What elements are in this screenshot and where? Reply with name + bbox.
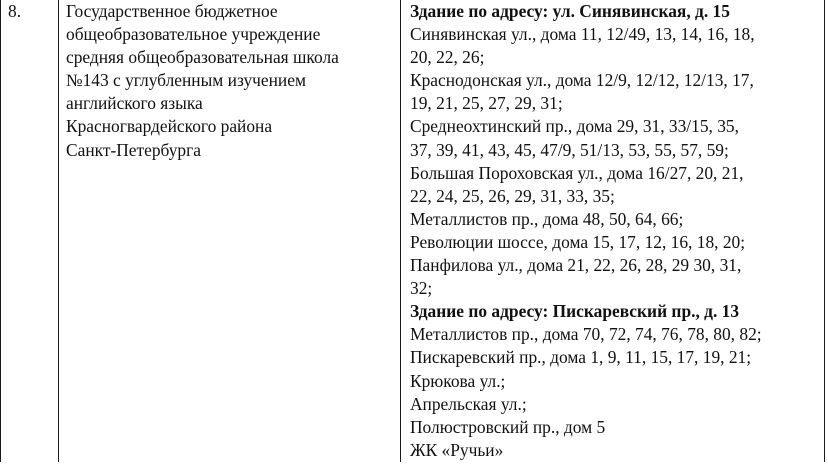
address-line: Крюкова ул.; (410, 370, 506, 391)
table-border-right (824, 0, 825, 462)
address-line: Апрельская ул.; (410, 393, 527, 414)
address-line: 19, 21, 25, 27, 29, 31; (410, 93, 563, 114)
table-border-left (0, 0, 1, 462)
address-line: 20, 22, 26; (410, 47, 485, 68)
address-line: Революции шоссе, дома 15, 17, 12, 16, 18, 20; (410, 231, 746, 252)
table-border-col1 (58, 0, 59, 462)
table-border-col2 (400, 0, 401, 462)
institution-name-line: Санкт-Петербурга (66, 139, 201, 160)
address-line: Среднеохтинский пр., дома 29, 31, 33/15, 35, (410, 116, 739, 137)
institution-name-line: английского языка (66, 93, 203, 114)
institution-name-line: средняя общеобразовательная школа (66, 47, 339, 68)
address-line: Металлистов пр., дома 48, 50, 64, 66; (410, 208, 684, 229)
institution-name-cell (66, 0, 396, 162)
institution-name-line: Красногвардейского района (66, 116, 273, 137)
building-address-heading: Здание по адресу: ул. Синявинская, д. 15 (410, 1, 730, 21)
address-line: Полюстровский пр., дом 5 (410, 416, 606, 437)
address-line: 32; (410, 278, 433, 299)
institution-name-line: Государственное бюджетное (66, 1, 278, 21)
address-line: Панфилова ул., дома 21, 22, 26, 28, 29 30, 31, (410, 255, 742, 276)
address-line: Краснодонская ул., дома 12/9, 12/12, 12/13, 17, (410, 70, 754, 91)
address-line: 37, 39, 41, 43, 45, 47/9, 51/13, 53, 55, 57, 59; (410, 139, 729, 160)
address-line: Большая Пороховская ул., дома 16/27, 20, 21, (410, 162, 744, 183)
building-address-heading: Здание по адресу: Пискаревский пр., д. 13 (410, 301, 740, 322)
address-line: ЖК «Ручьи» (410, 439, 504, 460)
address-line: Металлистов пр., дома 70, 72, 74, 76, 78, 80, 82; (410, 324, 762, 345)
institution-name-line: общеобразовательное учреждение (66, 24, 321, 45)
address-line: 22, 24, 25, 26, 29, 31, 33, 35; (410, 185, 615, 206)
address-line: Пискаревский пр., дома 1, 9, 11, 15, 17, 19, 21; (410, 347, 752, 368)
row-number: 8. (8, 1, 22, 21)
institution-name-line: №143 с углубленным изучением (66, 70, 306, 91)
address-line: Синявинская ул., дома 11, 12/49, 13, 14, 16, 18, (410, 24, 755, 45)
address-list-cell (410, 0, 822, 462)
